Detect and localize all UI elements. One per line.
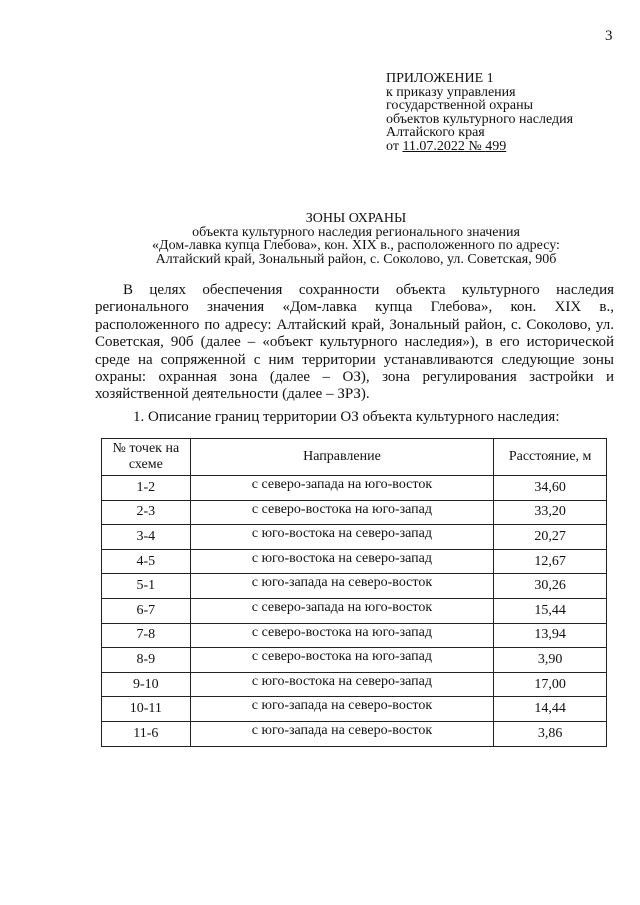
section-item-1: 1. Описание границ территории ОЗ объекта культурного наследия:	[133, 409, 560, 425]
table-row	[102, 500, 607, 525]
heading-line: Алтайский край, Зональный район, с. Соколово, ул. Советская, 90б	[155, 251, 557, 267]
table-row	[102, 598, 607, 623]
cell-distance: 3,86	[494, 721, 607, 746]
appendix-block	[386, 72, 573, 153]
cell-direction: с северо-востока на юго-запад	[190, 648, 494, 673]
cell-direction: с северо-востока на юго-запад	[190, 623, 494, 648]
cell-direction: с юго-востока на северо-запад	[190, 672, 494, 697]
table-row	[102, 721, 607, 746]
table-row	[102, 672, 607, 697]
header-points: № точек на схеме	[102, 439, 191, 476]
cell-direction: с юго-востока на северо-запад	[190, 525, 494, 550]
cell-points: 2-3	[102, 500, 191, 525]
table-row	[102, 648, 607, 673]
appendix-title: ПРИЛОЖЕНИЕ 1	[386, 71, 494, 86]
table-row	[102, 549, 607, 574]
boundary-table	[101, 438, 607, 747]
cell-points: 4-5	[102, 549, 191, 574]
cell-distance: 17,00	[494, 672, 607, 697]
intro-paragraph: В целях обеспечения сохранности объекта культурного наследия регионального значения «Дом-лавка купца Глебова», кон. XIX в., расположенного по адресу: Алтайский край, Зональный район, с. Соколово, ул. Советская, 90б (далее – «объект культурного наследия»), в его исторической среде на сопряженной с ним территории устанавливаются следующие зоны охраны: охранная зона (далее – ОЗ), зона регулирования застройки и хозяйственной деятельности (далее – ЗРЗ).	[95, 282, 614, 403]
cell-points: 7-8	[102, 623, 191, 648]
appendix-line: Алтайского края	[386, 125, 485, 140]
cell-points: 9-10	[102, 672, 191, 697]
header-distance: Расстояние, м	[494, 439, 607, 476]
cell-distance: 14,44	[494, 697, 607, 722]
cell-distance: 13,94	[494, 623, 607, 648]
cell-distance: 15,44	[494, 598, 607, 623]
order-number-label: №	[464, 138, 486, 154]
cell-points: 5-1	[102, 574, 191, 599]
cell-points: 8-9	[102, 648, 191, 673]
appendix-date-line	[386, 140, 573, 154]
table-row	[102, 476, 607, 501]
table-row	[102, 623, 607, 648]
table-row	[102, 574, 607, 599]
heading-line: «Дом-лавка купца Глебова», кон. XIX в., расположенного по адресу:	[152, 238, 560, 253]
order-date: 11.07.2022	[402, 138, 465, 154]
cell-direction: с северо-востока на юго-запад	[190, 500, 494, 525]
document-heading	[0, 212, 640, 266]
cell-distance: 12,67	[494, 549, 607, 574]
cell-points: 11-6	[102, 721, 191, 746]
page-number: 3	[605, 28, 613, 44]
cell-distance: 30,26	[494, 574, 607, 599]
appendix-line: к приказу управления	[386, 84, 516, 100]
table-header-row	[102, 439, 607, 476]
table-row	[102, 697, 607, 722]
cell-distance: 34,60	[494, 476, 607, 501]
cell-points: 6-7	[102, 598, 191, 623]
header-direction: Направление	[190, 439, 494, 476]
heading-title: ЗОНЫ ОХРАНЫ	[305, 211, 407, 226]
order-number: 499	[485, 138, 507, 154]
heading-line: объекта культурного наследия регионального значения	[192, 224, 520, 240]
cell-distance: 33,20	[494, 500, 607, 525]
cell-points: 3-4	[102, 525, 191, 550]
cell-direction: с юго-запада на северо-восток	[190, 721, 494, 746]
cell-direction: с юго-запада на северо-восток	[190, 697, 494, 722]
table-body	[102, 476, 607, 747]
cell-points: 1-2	[102, 476, 191, 501]
cell-direction: с юго-востока на северо-запад	[190, 549, 494, 574]
cell-points: 10-11	[102, 697, 191, 722]
cell-distance: 20,27	[494, 525, 607, 550]
cell-direction: с северо-запада на юго-восток	[190, 476, 494, 501]
appendix-line: объектов культурного наследия	[386, 111, 574, 127]
cell-direction: с северо-запада на юго-восток	[190, 598, 494, 623]
appendix-line: государственной охраны	[386, 98, 534, 113]
table-row	[102, 525, 607, 550]
cell-distance: 3,90	[494, 648, 607, 673]
date-prefix: от	[386, 138, 403, 154]
cell-direction: с юго-запада на северо-восток	[190, 574, 494, 599]
